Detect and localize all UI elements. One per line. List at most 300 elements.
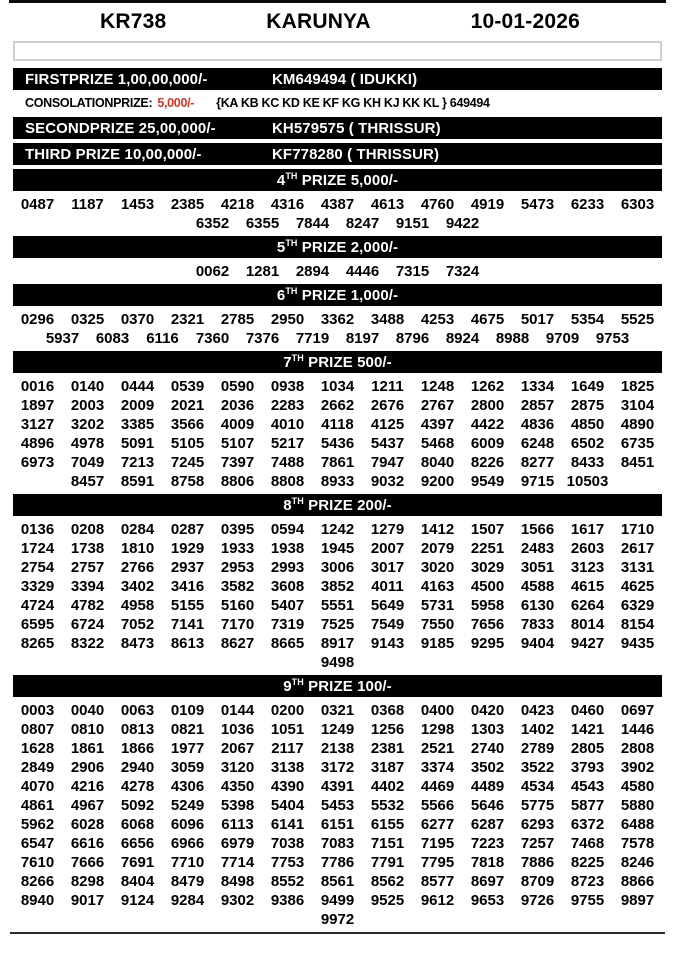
prize-number: 2007: [370, 540, 405, 557]
prize-number: 3029: [470, 559, 505, 576]
prize-number: 4919: [470, 196, 505, 213]
prize-number: 8197: [345, 330, 380, 347]
prize-number: 2789: [520, 740, 555, 757]
prize-number: 5404: [270, 797, 305, 814]
prize-number: 3138: [270, 759, 305, 776]
consolation-amount: 5,000/-: [157, 96, 195, 110]
prize-number: 4613: [370, 196, 405, 213]
prize-number: 1929: [170, 540, 205, 557]
prize-number: 0444: [120, 378, 155, 395]
prize-number: 7038: [270, 835, 305, 852]
prize-number: 1628: [20, 740, 55, 757]
prize-number: 7844: [295, 215, 330, 232]
prize-number: 8154: [620, 616, 655, 633]
prize-number: 0395: [220, 521, 255, 538]
prize-number: 5468: [420, 435, 455, 452]
prize-number: 1566: [520, 521, 555, 538]
prize-number: 2953: [220, 559, 255, 576]
prize-number: 1334: [520, 378, 555, 395]
prize-number: 5453: [320, 797, 355, 814]
prize-number: 5731: [420, 597, 455, 614]
prize-number: 1249: [320, 721, 355, 738]
prize-number: 0697: [620, 702, 655, 719]
prize-number: 9185: [420, 635, 455, 652]
prize-number: 0368: [370, 702, 405, 719]
prize-number: 5646: [470, 797, 505, 814]
prize-number: 6488: [620, 816, 655, 833]
prize-number: 7947: [370, 454, 405, 471]
prize-number: 2117: [271, 740, 304, 757]
prize-number: 6264: [570, 597, 605, 614]
prize-number: 0807: [20, 721, 55, 738]
prize-number: 7549: [370, 616, 405, 633]
prize-number: 8613: [170, 635, 205, 652]
prize-number: 9427: [570, 635, 605, 652]
prize-7-banner: [13, 351, 662, 373]
prize-number: 3017: [370, 559, 405, 576]
prize-number: 4890: [620, 416, 655, 433]
prize-number: 8040: [420, 454, 455, 471]
prize-number: 2757: [70, 559, 105, 576]
prize-number: 4402: [370, 778, 405, 795]
prize-number: 2483: [520, 540, 555, 557]
prize-number: 3385: [120, 416, 155, 433]
prize-number: 0063: [120, 702, 155, 719]
prize-number: 8627: [220, 635, 255, 652]
prize-number: 2849: [20, 759, 55, 776]
prize-number: 4967: [70, 797, 105, 814]
prize-number: 1810: [120, 540, 155, 557]
prize-number: 9404: [520, 635, 555, 652]
prize-number: 4253: [420, 311, 455, 328]
prize-number: 2937: [170, 559, 205, 576]
prize-number: 0590: [220, 378, 255, 395]
prize-number: 2021: [170, 397, 205, 414]
second-prize-winner: KH579575 ( THRISSUR): [272, 119, 441, 137]
prize-number: 0420: [470, 702, 505, 719]
prize-number: 9124: [120, 892, 155, 909]
prize-number: 7257: [520, 835, 555, 852]
prize-number: 6973: [20, 454, 55, 471]
prize-number: 4446: [345, 263, 380, 280]
prize-number: 2805: [570, 740, 605, 757]
prize-number: 0400: [420, 702, 455, 719]
prize-number: 7656: [470, 616, 505, 633]
prize-number: 4615: [570, 578, 605, 595]
prize-number: 1187: [71, 196, 104, 213]
prize-number: 3006: [320, 559, 355, 576]
prize-number: 5354: [570, 311, 605, 328]
prize-number: 9032: [370, 473, 405, 490]
prize-number: 7818: [470, 854, 505, 871]
prize-number: 0539: [170, 378, 205, 395]
prize-number: 5398: [220, 797, 255, 814]
prize-number: 4958: [120, 597, 155, 614]
banner-title: 9TH PRIZE 100/-: [283, 677, 392, 695]
prize-number: 1051: [270, 721, 305, 738]
prize-number: 7315: [395, 263, 430, 280]
prize-number: 0370: [120, 311, 155, 328]
prize-number: 2740: [470, 740, 505, 757]
prize-number: 7666: [70, 854, 105, 871]
prize-number: 7710: [170, 854, 205, 871]
draw-number: KR738: [100, 10, 167, 33]
prize-number: 1649: [570, 378, 605, 395]
prize-number: 7083: [320, 835, 355, 852]
prize-number: 5525: [620, 311, 655, 328]
prize-number: 7786: [320, 854, 355, 871]
prize-number: 4422: [470, 416, 505, 433]
prize-number: 4397: [420, 416, 455, 433]
prize-number: 7223: [470, 835, 505, 852]
prize-number: 0062: [195, 263, 230, 280]
prize-number: 6303: [620, 196, 655, 213]
prize-number: 8806: [220, 473, 255, 490]
prize-number: 6009: [470, 435, 505, 452]
third-prize-winner: KF778280 ( THRISSUR): [272, 145, 440, 163]
prize-number: 9499: [320, 892, 355, 909]
prize-number: 6329: [620, 597, 655, 614]
prize-number: 1034: [320, 378, 355, 395]
prize-number: 5649: [370, 597, 405, 614]
prize-number: 4588: [520, 578, 555, 595]
first-prize-winner: KM649494 ( IDUKKI): [272, 70, 418, 88]
prize-number: 7213: [120, 454, 155, 471]
prize-number: 4489: [470, 778, 505, 795]
prize-number: 8796: [395, 330, 430, 347]
prize-number: 7245: [170, 454, 205, 471]
prize-number: 1036: [220, 721, 255, 738]
prize-number: 7791: [370, 854, 405, 871]
prize-number: 3793: [570, 759, 605, 776]
prize-number: 2993: [270, 559, 305, 576]
prize-number: 7376: [245, 330, 280, 347]
prize-number: 3374: [420, 759, 455, 776]
third-prize-banner: [13, 143, 662, 165]
prize-number: 0287: [170, 521, 205, 538]
prize-number: 0208: [70, 521, 105, 538]
prize-number: 9200: [420, 473, 455, 490]
prize-number: 3123: [570, 559, 605, 576]
prize-number: 3131: [620, 559, 655, 576]
prize-number: 3329: [20, 578, 55, 595]
prize-number: 8457: [70, 473, 105, 490]
prize-number: 9726: [520, 892, 555, 909]
prize-number: 2940: [120, 759, 155, 776]
prize-number: 7141: [170, 616, 205, 633]
prize-number: 0423: [520, 702, 555, 719]
prize-number: 8697: [470, 873, 505, 890]
prize-number: 5217: [270, 435, 305, 452]
prize-number: 3582: [220, 578, 255, 595]
prize-number: 7319: [270, 616, 305, 633]
lottery-name: KARUNYA: [266, 10, 371, 33]
prize-number: 1412: [420, 521, 455, 538]
prize-number: 1303: [470, 721, 505, 738]
prize-number: 4011: [371, 578, 404, 595]
prize-number: 2381: [370, 740, 405, 757]
prize-number: 1298: [420, 721, 455, 738]
prize-8-banner: [13, 494, 662, 516]
prize-number: 4118: [321, 416, 354, 433]
prize-number: 1507: [470, 521, 505, 538]
prize-number: 5566: [420, 797, 455, 814]
prize-number: 4218: [220, 196, 255, 213]
prize-number: 4010: [270, 416, 305, 433]
prize-number: 9295: [470, 635, 505, 652]
prize-number: 6083: [95, 330, 130, 347]
prize-number: 5436: [320, 435, 355, 452]
prize-number: 5880: [620, 797, 655, 814]
prize-number: 5017: [520, 311, 555, 328]
prize-number: 8709: [520, 873, 555, 890]
prize-number: 8758: [170, 473, 205, 490]
prize-number: 3059: [170, 759, 205, 776]
prize-number: 1211: [371, 378, 404, 395]
prize-number: 8988: [495, 330, 530, 347]
prize-number: 6966: [170, 835, 205, 852]
prize-number: 0040: [70, 702, 105, 719]
prize-number: 5160: [220, 597, 255, 614]
prize-number: 6735: [620, 435, 655, 452]
prize-number: 6248: [520, 435, 555, 452]
prize-number: 5155: [170, 597, 205, 614]
prize-number: 3104: [620, 397, 655, 414]
prize-number: 8924: [445, 330, 480, 347]
prize-number: 6116: [146, 330, 179, 347]
prize-number: 8479: [170, 873, 205, 890]
banner-title: 5TH PRIZE 2,000/-: [276, 238, 399, 256]
prize-number: 1710: [620, 521, 655, 538]
prize-number: 1279: [370, 521, 405, 538]
prize-number: 2808: [620, 740, 655, 757]
prize-number: 9284: [170, 892, 205, 909]
prize-number: 9143: [370, 635, 405, 652]
prize-number: 2767: [420, 397, 455, 414]
prize-number: 9897: [620, 892, 655, 909]
prize-number: 0296: [20, 311, 55, 328]
prize-number: 7886: [520, 854, 555, 871]
prize-number: 9753: [595, 330, 630, 347]
prize-number: 6028: [70, 816, 105, 833]
prize-number: 5092: [120, 797, 155, 814]
prize-number: 6616: [70, 835, 105, 852]
prize-number: 8917: [320, 635, 355, 652]
prize-number: 7049: [70, 454, 105, 471]
prize-5-banner: [13, 236, 662, 258]
prize-number: 3202: [70, 416, 105, 433]
prize-number: 4163: [420, 578, 455, 595]
prize-number: 1738: [70, 540, 105, 557]
prize-number: 1977: [170, 740, 205, 757]
first-prize-label: FIRSTPRIZE 1,00,00,000/-: [25, 70, 208, 88]
prize-number: 4978: [70, 435, 105, 452]
prize-number: 2676: [370, 397, 405, 414]
prize-number: 7170: [220, 616, 255, 633]
prize-number: 6595: [20, 616, 55, 633]
prize-number: 7550: [420, 616, 455, 633]
prize-number: 4543: [570, 778, 605, 795]
prize-number: 5551: [320, 597, 355, 614]
prize-number: 2079: [420, 540, 455, 557]
prize-number: 3402: [120, 578, 155, 595]
prize-number: 1617: [570, 521, 605, 538]
prize-number: 1861: [70, 740, 105, 757]
prize-number: 0284: [120, 521, 155, 538]
prize-number: 8665: [270, 635, 305, 652]
prize-number: 1933: [220, 540, 255, 557]
prize-number: 5962: [20, 816, 55, 833]
prize-number: 3566: [170, 416, 205, 433]
prize-number: 0460: [570, 702, 605, 719]
prize-number: 8265: [20, 635, 55, 652]
prize-number: 1938: [270, 540, 305, 557]
prize-number: 5091: [120, 435, 155, 452]
prize-number: 4850: [570, 416, 605, 433]
prize-number: 3051: [520, 559, 555, 576]
prize-number: 9017: [70, 892, 105, 909]
prize-number: 4390: [270, 778, 305, 795]
prize-number: 6502: [570, 435, 605, 452]
prize-number: 8866: [620, 873, 655, 890]
prize-number: 1825: [620, 378, 655, 395]
prize-number: 2785: [220, 311, 255, 328]
first-prize-banner: [13, 68, 662, 90]
prize-number: 4782: [70, 597, 105, 614]
prize-number: 6233: [570, 196, 605, 213]
prize-number: 6287: [470, 816, 505, 833]
prize-number: 8404: [120, 873, 155, 890]
prize-number: 7610: [20, 854, 55, 871]
prize-number: 0938: [270, 378, 305, 395]
prize-number: 0321: [320, 702, 355, 719]
prize-number: 2321: [170, 311, 205, 328]
prize-number: 3127: [20, 416, 55, 433]
second-prize-banner: [13, 117, 662, 139]
prize-number: 4760: [420, 196, 455, 213]
prize-6-numbers: [13, 310, 663, 348]
prize-number: 8940: [20, 892, 55, 909]
prize-number: 0810: [70, 721, 105, 738]
second-prize-label: SECONDPRIZE 25,00,000/-: [25, 119, 216, 137]
prize-number: 2800: [470, 397, 505, 414]
prize-number: 9386: [270, 892, 305, 909]
prize-number: 4306: [170, 778, 205, 795]
prize-number: 4580: [620, 778, 655, 795]
prize-7-numbers: [13, 377, 663, 491]
prize-number: 8552: [270, 873, 305, 890]
prize-number: 4675: [470, 311, 505, 328]
prize-number: 6372: [570, 816, 605, 833]
prize-number: 9709: [545, 330, 580, 347]
prize-number: 3488: [370, 311, 405, 328]
prize-number: 8298: [70, 873, 105, 890]
prize-number: 2617: [620, 540, 655, 557]
prize-8-numbers: [13, 520, 663, 672]
prize-number: 8226: [470, 454, 505, 471]
prize-number: 0594: [270, 521, 305, 538]
prize-number: 8577: [420, 873, 455, 890]
prize-number: 2875: [570, 397, 605, 414]
prize-number: 0136: [20, 521, 55, 538]
prize-number: 9972: [320, 911, 355, 928]
prize-number: 0140: [70, 378, 105, 395]
prize-number: 5775: [520, 797, 555, 814]
prize-6-banner: [13, 284, 662, 306]
prize-number: 4836: [520, 416, 555, 433]
prize-number: 9525: [370, 892, 405, 909]
prize-number: 4125: [370, 416, 405, 433]
prize-number: 6151: [320, 816, 355, 833]
prize-number: 3902: [620, 759, 655, 776]
prize-number: 7861: [320, 454, 355, 471]
prize-9-numbers: [13, 701, 663, 929]
prize-number: 3416: [170, 578, 205, 595]
prize-number: 2603: [570, 540, 605, 557]
prize-number: 1256: [370, 721, 405, 738]
prize-number: 3187: [370, 759, 405, 776]
prize-number: 3394: [70, 578, 105, 595]
prize-number: 0200: [270, 702, 305, 719]
prize-number: 3852: [320, 578, 355, 595]
prize-number: 7753: [270, 854, 305, 871]
draw-date: 10-01-2026: [470, 10, 580, 33]
prize-number: 1866: [120, 740, 155, 757]
prize-9-banner: [13, 675, 662, 697]
prize-number: 2003: [70, 397, 105, 414]
prize-number: 8808: [270, 473, 305, 490]
prize-number: 2662: [320, 397, 355, 414]
prize-number: 8473: [120, 635, 155, 652]
prize-number: 8277: [520, 454, 555, 471]
prize-number: 5105: [170, 435, 205, 452]
prize-number: 6113: [221, 816, 254, 833]
prize-number: 0109: [170, 702, 205, 719]
prize-number: 3522: [520, 759, 555, 776]
prize-number: 4070: [20, 778, 55, 795]
banner-title: 4TH PRIZE 5,000/-: [276, 171, 399, 189]
prize-number: 0003: [20, 702, 55, 719]
prize-number: 8562: [370, 873, 405, 890]
prize-number: 9422: [445, 215, 480, 232]
prize-number: 9498: [320, 654, 355, 671]
prize-5-numbers: [13, 262, 663, 281]
prize-number: 6141: [270, 816, 305, 833]
prize-number: 5532: [370, 797, 405, 814]
prize-number: 8451: [620, 454, 655, 471]
prize-number: 6979: [220, 835, 255, 852]
prize-number: 5249: [170, 797, 205, 814]
prize-number: 7488: [270, 454, 305, 471]
prize-number: 7578: [620, 835, 655, 852]
bottom-divider: [10, 932, 665, 934]
prize-number: 8247: [345, 215, 380, 232]
prize-number: 5407: [270, 597, 305, 614]
prize-number: 1453: [120, 196, 155, 213]
prize-number: 9715: [520, 473, 555, 490]
prize-number: 1248: [420, 378, 455, 395]
prize-number: 7833: [520, 616, 555, 633]
prize-number: 8723: [570, 873, 605, 890]
prize-number: 8322: [70, 635, 105, 652]
prize-number: 7468: [570, 835, 605, 852]
banner-title: 6TH PRIZE 1,000/-: [276, 286, 399, 304]
prize-number: 7691: [120, 854, 155, 871]
prize-number: 1724: [20, 540, 55, 557]
prize-number: 6293: [520, 816, 555, 833]
prize-number: 1402: [520, 721, 555, 738]
prize-number: 6355: [245, 215, 280, 232]
